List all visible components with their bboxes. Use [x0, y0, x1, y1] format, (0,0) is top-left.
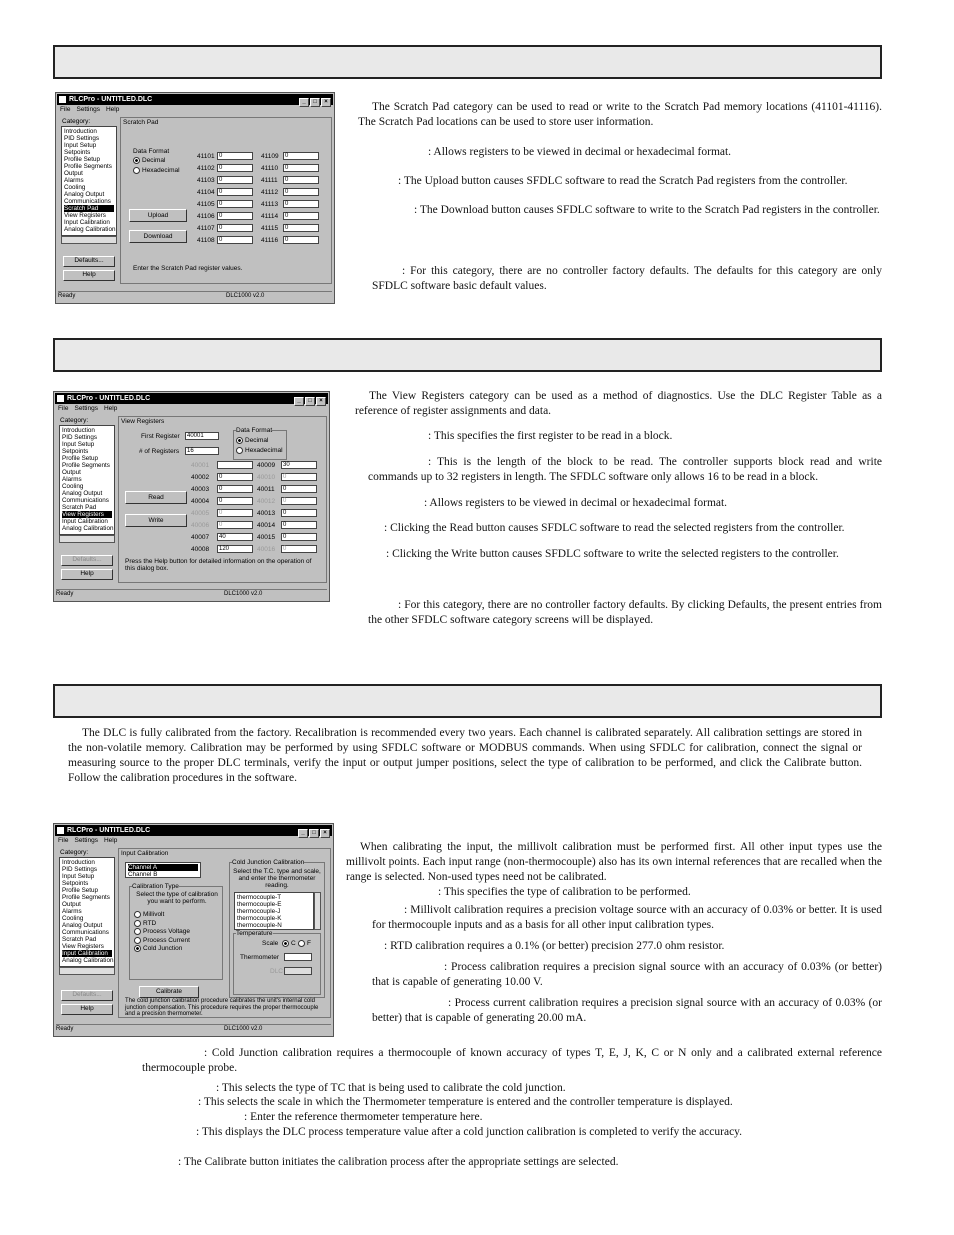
register-value-input[interactable]: 0 — [217, 188, 253, 196]
category-item[interactable]: PID Settings — [62, 866, 97, 873]
register-value-input[interactable]: 0 — [283, 152, 319, 160]
inputcal-process-current-desc: : Process current calibration requires a precision signal source with an accuracy of 0.03% (or better) that is capable of generating 20.00 mA. — [372, 997, 882, 1024]
register-value-input[interactable]: 0 — [217, 521, 253, 529]
register-address: 40006 — [191, 522, 210, 529]
register-value-input[interactable]: 30 — [281, 461, 317, 469]
scale-c-label: C — [291, 940, 296, 948]
register-address: 41114 — [261, 213, 279, 220]
category-item[interactable]: Input Calibration — [62, 950, 112, 957]
view-write-desc: : Clicking the Write button causes SFDLC software to write the selected registers to the controller. — [386, 548, 839, 560]
register-value-input[interactable]: 0 — [283, 164, 319, 172]
view-registers-window — [53, 391, 330, 602]
radio-icon — [134, 911, 141, 918]
inputcal-type-desc: : This specifies the type of calibration to be performed. — [438, 886, 691, 898]
category-item[interactable]: Profile Segments — [62, 462, 110, 469]
decimal-radio-label: Decimal — [142, 157, 166, 165]
app-icon — [57, 827, 64, 834]
register-address: 40009 — [257, 462, 276, 469]
calibrate-button[interactable]: Calibrate — [139, 986, 199, 998]
scale-c-radio[interactable] — [282, 940, 296, 947]
scratch-upload-desc: : The Upload button causes SFDLC software to read the Scratch Pad registers from the controller. — [398, 175, 848, 187]
cold-junction-label: Cold Junction Calibration — [232, 859, 305, 866]
register-value-input[interactable]: 0 — [217, 176, 253, 184]
category-item[interactable]: Communications — [62, 929, 109, 936]
category-label: Category: — [62, 118, 91, 125]
menu-help[interactable]: Help — [103, 837, 118, 844]
register-value-input[interactable]: 0 — [217, 224, 253, 232]
radio-icon — [134, 920, 141, 927]
input-calibration-window — [53, 823, 334, 1037]
register-address: 40012 — [257, 498, 276, 505]
minimize-icon[interactable]: _ — [299, 98, 309, 107]
section-header-view-registers — [53, 338, 882, 372]
window-title: RLCPro - UNTITLED.DLC — [69, 96, 153, 103]
cold-junction-group — [229, 859, 325, 998]
download-button[interactable]: Download — [129, 230, 187, 243]
calibration-type-label: Process Current — [143, 936, 190, 944]
view-read-desc: : Clicking the Read button causes SFDLC software to read the selected registers from the controller. — [384, 522, 845, 534]
inputcal-tc-type-desc: : This selects the type of TC that is being used to calibrate the cold junction. — [216, 1082, 566, 1094]
inputcal-process-voltage-desc: : Process calibration requires a precision signal source with an accuracy of 0.03% (or better) that is capable of generating 10.00 V. — [372, 961, 882, 988]
category-item[interactable]: Communications — [64, 198, 111, 205]
radio-icon — [134, 928, 141, 935]
register-value-input[interactable]: 0 — [217, 497, 253, 505]
category-item[interactable]: Cooling — [64, 184, 86, 191]
register-address: 40001 — [191, 462, 210, 469]
category-item[interactable]: PID Settings — [62, 434, 97, 441]
calibration-type-label: RTD — [143, 919, 157, 927]
register-value-input[interactable]: 0 — [283, 224, 319, 232]
scratch-download-desc: : The Download button causes SFDLC software to write to the Scratch Pad registers in the controller. — [414, 204, 880, 216]
scratch-defaults-desc: : For this category, there are no controller factory defaults. The defaults for this category are only SFDLC software basic default values. — [372, 265, 882, 292]
tc-type-scrollbar[interactable] — [314, 892, 321, 930]
category-item[interactable]: Output — [64, 170, 83, 177]
calibration-type-label: Cold Junction — [143, 945, 183, 953]
register-address: 41109 — [261, 153, 279, 160]
title-bar — [55, 393, 328, 404]
menu-bar — [58, 405, 123, 412]
first-register-label: First Register — [141, 433, 180, 440]
view-registers-panel — [118, 416, 327, 583]
category-scrollbar[interactable] — [59, 967, 115, 975]
help-button[interactable]: Help — [61, 1004, 113, 1015]
read-button[interactable]: Read — [125, 491, 187, 504]
calibration-intro: The DLC is fully calibrated from the factory. Recalibration is recommended every two years. Each channel is calibrated separately. All calibration settings are stored in the non-volatile memory. Calibration may be performed by using SFDLC software or MODBUS commands. When using SFDLC for calibration, connect the signal or measuring source to the proper DLC terminals, verify the input or output jumper positions, select the type of calibration to be performed, and click the Calibrate button. Follow the calibration procedures in the software. — [68, 727, 862, 784]
tc-type-item[interactable]: thermocouple-E — [237, 901, 282, 908]
calibration-type-radio[interactable] — [134, 911, 164, 918]
app-icon — [59, 96, 66, 103]
view-intro: The View Registers category can be used as a method of diagnostics. Use the DLC Register Table as a reference of register assignments and data. — [355, 390, 882, 417]
category-item[interactable]: Output — [62, 901, 81, 908]
category-item[interactable]: Alarms — [62, 476, 82, 483]
calibration-type-radio[interactable] — [134, 945, 182, 952]
category-item[interactable]: Setpoints — [64, 149, 91, 156]
category-item[interactable]: Input Setup — [64, 142, 97, 149]
calibration-type-hint: Select the type of calibration you want to perform. — [136, 891, 218, 905]
register-address: 41104 — [197, 189, 215, 196]
section-header-scratch-pad — [53, 45, 882, 79]
register-value-input[interactable]: 0 — [283, 212, 319, 220]
category-item[interactable]: Input Calibration — [64, 219, 110, 226]
category-item[interactable]: Cooling — [62, 483, 84, 490]
register-address: 40014 — [257, 522, 276, 529]
menu-bar — [58, 837, 123, 844]
category-item[interactable]: Output — [62, 469, 81, 476]
category-item[interactable]: View Registers — [62, 943, 104, 950]
status-version: DLC1000 v2.0 — [224, 591, 263, 597]
category-list[interactable] — [59, 857, 115, 967]
register-address: 40011 — [257, 486, 275, 493]
register-value-input[interactable]: 0 — [283, 200, 319, 208]
view-data-format-desc: : Allows registers to be viewed in decimal or hexadecimal format. — [424, 497, 728, 509]
inputcal-thermometer-desc: : Enter the reference thermometer temperature here. — [244, 1111, 483, 1123]
status-bar — [56, 1024, 331, 1034]
register-address: 41112 — [261, 189, 279, 196]
hint-text: Press the Help button for detailed information on the operation of this dialog box. — [125, 558, 312, 572]
category-item[interactable]: Analog Calibration — [62, 525, 114, 532]
hexadecimal-radio-label: Hexadecimal — [245, 447, 283, 455]
register-address: 41102 — [197, 165, 215, 172]
radio-icon — [134, 937, 141, 944]
scale-f-label: F — [307, 940, 311, 948]
first-register-input[interactable]: 40001 — [185, 432, 219, 440]
close-icon[interactable]: × — [316, 397, 326, 406]
inputcal-cold-junction-desc: : Cold Junction calibration requires a thermocouple of known accuracy of types T, E, J, K, C or N only and a calibrated external reference thermocouple probe. — [142, 1047, 882, 1074]
register-address: 41107 — [197, 225, 215, 232]
window-title: RLCPro - UNTITLED.DLC — [67, 395, 151, 402]
defaults-button[interactable]: Defaults... — [63, 256, 115, 267]
help-button[interactable]: Help — [61, 569, 113, 580]
register-address: 41105 — [197, 201, 215, 208]
scratch-intro: The Scratch Pad category can be used to read or write to the Scratch Pad memory locations (41101-41116). The Scratch Pad locations can be used to store user information. — [358, 101, 882, 128]
category-item[interactable]: Profile Segments — [64, 163, 112, 170]
category-item[interactable]: Introduction — [64, 128, 97, 135]
minimize-icon[interactable]: _ — [294, 397, 304, 406]
register-value-input[interactable]: 0 — [217, 152, 253, 160]
scale-label: Scale — [262, 940, 279, 947]
num-registers-label: # of Registers — [139, 448, 180, 455]
calibration-type-radio[interactable] — [134, 937, 190, 944]
maximize-icon[interactable]: □ — [309, 829, 319, 838]
register-address: 40003 — [191, 486, 210, 493]
temperature-group — [233, 930, 321, 995]
category-item[interactable]: PID Settings — [64, 135, 99, 142]
register-address: 40016 — [257, 546, 276, 553]
defaults-button[interactable]: Defaults... — [61, 555, 113, 566]
register-value-input[interactable]: 0 — [283, 236, 319, 244]
data-format-label: Data Format — [133, 148, 170, 155]
hexadecimal-radio-label: Hexadecimal — [142, 167, 180, 175]
category-list[interactable] — [61, 126, 117, 236]
calibration-note: The cold junction calibration procedure calibrates the unit's internal cold junction compensation. This procedure requires the proper thermocouple and a precision thermometer. — [125, 998, 319, 1017]
menu-file[interactable]: File — [58, 837, 69, 844]
window-title: RLCPro - UNTITLED.DLC — [67, 827, 151, 834]
category-item[interactable]: Analog Output — [64, 191, 105, 198]
category-item[interactable]: Profile Setup — [62, 887, 99, 894]
register-address: 41108 — [197, 237, 215, 244]
register-value-input[interactable]: 0 — [281, 497, 317, 505]
category-item[interactable]: Introduction — [62, 427, 95, 434]
view-defaults-desc: : For this category, there are no controller factory defaults. By clicking Defaults, the present entries from the other SFDLC software category screens will be displayed. — [368, 599, 882, 626]
channel-item[interactable]: Channel A — [128, 864, 198, 871]
register-address: 40007 — [191, 534, 210, 541]
scratch-data-format-desc: : Allows registers to be viewed in decimal or hexadecimal format. — [428, 146, 732, 158]
tc-type-item[interactable]: thermocouple-J — [237, 908, 281, 915]
close-icon[interactable]: × — [320, 829, 330, 838]
register-value-input[interactable]: 0 — [283, 188, 319, 196]
category-item[interactable]: Analog Output — [62, 490, 103, 497]
register-address: 40002 — [191, 474, 210, 481]
register-address: 40015 — [257, 534, 276, 541]
menu-settings[interactable]: Settings — [74, 405, 98, 412]
panel-title: Scratch Pad — [123, 119, 159, 126]
title-bar — [57, 94, 333, 105]
register-address: 40008 — [191, 546, 210, 553]
category-item[interactable]: Input Calibration — [62, 518, 108, 525]
calibration-type-group — [129, 883, 223, 980]
category-label: Category: — [60, 849, 89, 856]
register-value-input[interactable]: 0 — [217, 485, 253, 493]
register-value-input[interactable]: 0 — [217, 236, 253, 244]
status-bar — [56, 589, 327, 599]
maximize-icon[interactable]: □ — [310, 98, 320, 107]
register-address: 40005 — [191, 510, 210, 517]
category-item[interactable]: Profile Segments — [62, 894, 110, 901]
inputcal-calibrate-desc: : The Calibrate button initiates the calibration process after the appropriate settings are selected. — [178, 1156, 619, 1168]
register-value-input[interactable]: 40 — [217, 533, 253, 541]
tc-type-list[interactable] — [234, 892, 314, 930]
category-item[interactable]: Scratch Pad — [64, 205, 114, 212]
tc-type-item[interactable]: thermocouple-T — [237, 894, 282, 901]
decimal-radio[interactable] — [133, 157, 165, 164]
maximize-icon[interactable]: □ — [305, 397, 315, 406]
dlc-value-field — [284, 967, 312, 975]
category-item[interactable]: Introduction — [62, 859, 95, 866]
register-value-input[interactable]: 0 — [283, 176, 319, 184]
app-icon — [57, 395, 64, 402]
scratch-pad-panel — [120, 117, 332, 284]
register-value-input[interactable]: 0 — [281, 509, 317, 517]
status-ready: Ready — [56, 1026, 74, 1032]
register-value-input[interactable]: 0 — [281, 533, 317, 541]
temperature-label: Temperature — [236, 930, 273, 937]
category-item[interactable]: Alarms — [64, 177, 84, 184]
category-scrollbar[interactable] — [59, 535, 115, 543]
calibration-type-label: Millivolt — [143, 911, 165, 919]
menu-bar — [60, 106, 125, 113]
register-address: 40010 — [257, 474, 276, 481]
status-ready: Ready — [56, 591, 74, 597]
register-value-input[interactable] — [217, 461, 253, 469]
category-item[interactable]: Scratch Pad — [62, 936, 97, 943]
register-value-input[interactable]: 0 — [217, 164, 253, 172]
register-address: 41111 — [261, 177, 278, 184]
upload-button[interactable]: Upload — [129, 209, 187, 222]
calibration-type-radio[interactable] — [134, 928, 190, 935]
register-value-input[interactable]: 0 — [281, 473, 317, 481]
menu-help[interactable]: Help — [105, 106, 120, 113]
inputcal-dlc-desc: : This displays the DLC process temperature value after a cold junction calibration is completed to verify the accuracy. — [196, 1126, 743, 1138]
inputcal-scale-desc: : This selects the scale in which the Thermometer temperature is entered and the controller temperature is displayed. — [198, 1096, 733, 1108]
dlc-label: DLC — [270, 968, 284, 975]
category-item[interactable]: Setpoints — [62, 448, 89, 455]
category-item[interactable]: Cooling — [62, 915, 84, 922]
category-item[interactable]: Profile Setup — [62, 455, 99, 462]
category-scrollbar[interactable] — [61, 236, 117, 244]
write-button[interactable]: Write — [125, 514, 187, 527]
channel-item[interactable]: Channel B — [128, 871, 158, 878]
view-first-register-desc: : This specifies the first register to be read in a block. — [428, 430, 673, 442]
close-icon[interactable]: × — [321, 98, 331, 107]
category-item[interactable]: View Registers — [64, 212, 106, 219]
view-num-registers-desc: : This is the length of the block to be read. The controller supports block read and write commands up to 32 registers in length. The SFDLC software only allows 16 to be read in a block. — [368, 456, 882, 483]
decimal-radio-label: Decimal — [245, 437, 269, 445]
hexadecimal-radio[interactable] — [236, 447, 283, 454]
inputcal-rtd-desc: : RTD calibration requires a 0.1% (or better) precision 277.0 ohm resistor. — [384, 940, 725, 952]
category-item[interactable]: Scratch Pad — [62, 504, 97, 511]
minimize-icon[interactable]: _ — [298, 829, 308, 838]
panel-title: View Registers — [121, 418, 165, 425]
register-address: 40013 — [257, 510, 276, 517]
status-version: DLC1000 v2.0 — [226, 293, 265, 299]
register-value-input[interactable]: 120 — [217, 545, 253, 553]
status-ready: Ready — [58, 293, 76, 299]
category-item[interactable]: Setpoints — [62, 880, 89, 887]
category-item[interactable]: Input Setup — [62, 873, 95, 880]
category-item[interactable]: Analog Output — [62, 922, 103, 929]
tc-type-item[interactable]: thermocouple-K — [237, 915, 282, 922]
inputcal-millivolt-desc: : Millivolt calibration requires a precision voltage source with an accuracy of 0.03% or better. It is used for thermocouple inputs and as a basis for all other input calibration types. — [372, 904, 882, 931]
register-value-input[interactable]: 0 — [281, 485, 317, 493]
category-item[interactable]: Alarms — [62, 908, 82, 915]
data-format-label: Data Format — [236, 427, 273, 434]
register-value-input[interactable]: 0 — [217, 200, 253, 208]
register-address: 41101 — [197, 153, 215, 160]
register-value-input[interactable]: 0 — [281, 545, 317, 553]
category-item[interactable]: View Registers — [62, 511, 112, 518]
category-item[interactable]: Input Setup — [62, 441, 95, 448]
register-value-input[interactable]: 0 — [217, 509, 253, 517]
decimal-radio[interactable] — [236, 437, 268, 444]
calibration-type-label: Process Voltage — [143, 928, 190, 936]
category-item[interactable]: Analog Calibration — [62, 957, 114, 964]
scratch-pad-window — [55, 92, 335, 304]
hexadecimal-radio[interactable] — [133, 167, 180, 174]
status-version: DLC1000 v2.0 — [224, 1026, 263, 1032]
calibration-type-radio[interactable] — [134, 920, 156, 927]
input-calibration-panel — [118, 848, 331, 1018]
hint-text: Enter the Scratch Pad register values. — [133, 265, 243, 272]
category-list[interactable] — [59, 425, 115, 535]
title-bar — [55, 825, 332, 836]
tc-type-item[interactable]: thermocouple-N — [237, 922, 282, 929]
register-address: 41113 — [261, 201, 279, 208]
register-value-input[interactable]: 0 — [217, 212, 253, 220]
menu-settings[interactable]: Settings — [76, 106, 100, 113]
scale-f-radio[interactable] — [298, 940, 311, 947]
category-item[interactable]: Communications — [62, 497, 109, 504]
data-format-group — [233, 427, 287, 460]
channel-list[interactable] — [125, 862, 201, 878]
help-button[interactable]: Help — [63, 270, 115, 281]
thermometer-input[interactable] — [284, 953, 312, 961]
register-value-input[interactable]: 0 — [217, 473, 253, 481]
num-registers-input[interactable]: 16 — [185, 447, 219, 455]
menu-file[interactable]: File — [58, 405, 69, 412]
inputcal-intro: When calibrating the input, the millivolt calibration must be performed first. All other input types use the millivolt points. Each input range (non-thermocouple) also has its own internal references that are recalled when the range is selected. Non-used types need not be calibrated. — [346, 841, 882, 883]
radio-icon — [134, 945, 141, 952]
register-address: 41116 — [261, 237, 279, 244]
category-label: Category: — [60, 417, 89, 424]
thermometer-label: Thermometer — [240, 954, 280, 961]
category-item[interactable]: Analog Calibration — [64, 226, 116, 233]
section-header-calibration — [53, 684, 882, 718]
status-bar — [58, 291, 332, 301]
register-address: 41103 — [197, 177, 215, 184]
category-item[interactable]: Profile Setup — [64, 156, 101, 163]
register-address: 41115 — [261, 225, 279, 232]
menu-help[interactable]: Help — [103, 405, 118, 412]
register-address: 40004 — [191, 498, 210, 505]
register-value-input[interactable]: 0 — [281, 521, 317, 529]
cold-junction-hint: Select the T.C. type and scale, and enter the thermometer reading. — [233, 868, 321, 889]
calibration-type-label: Calibration Type — [132, 883, 179, 890]
panel-title: Input Calibration — [121, 850, 169, 857]
register-address: 41106 — [197, 213, 215, 220]
register-address: 41110 — [261, 165, 279, 172]
menu-file[interactable]: File — [60, 106, 71, 113]
menu-settings[interactable]: Settings — [74, 837, 98, 844]
defaults-button[interactable]: Defaults... — [61, 990, 113, 1001]
